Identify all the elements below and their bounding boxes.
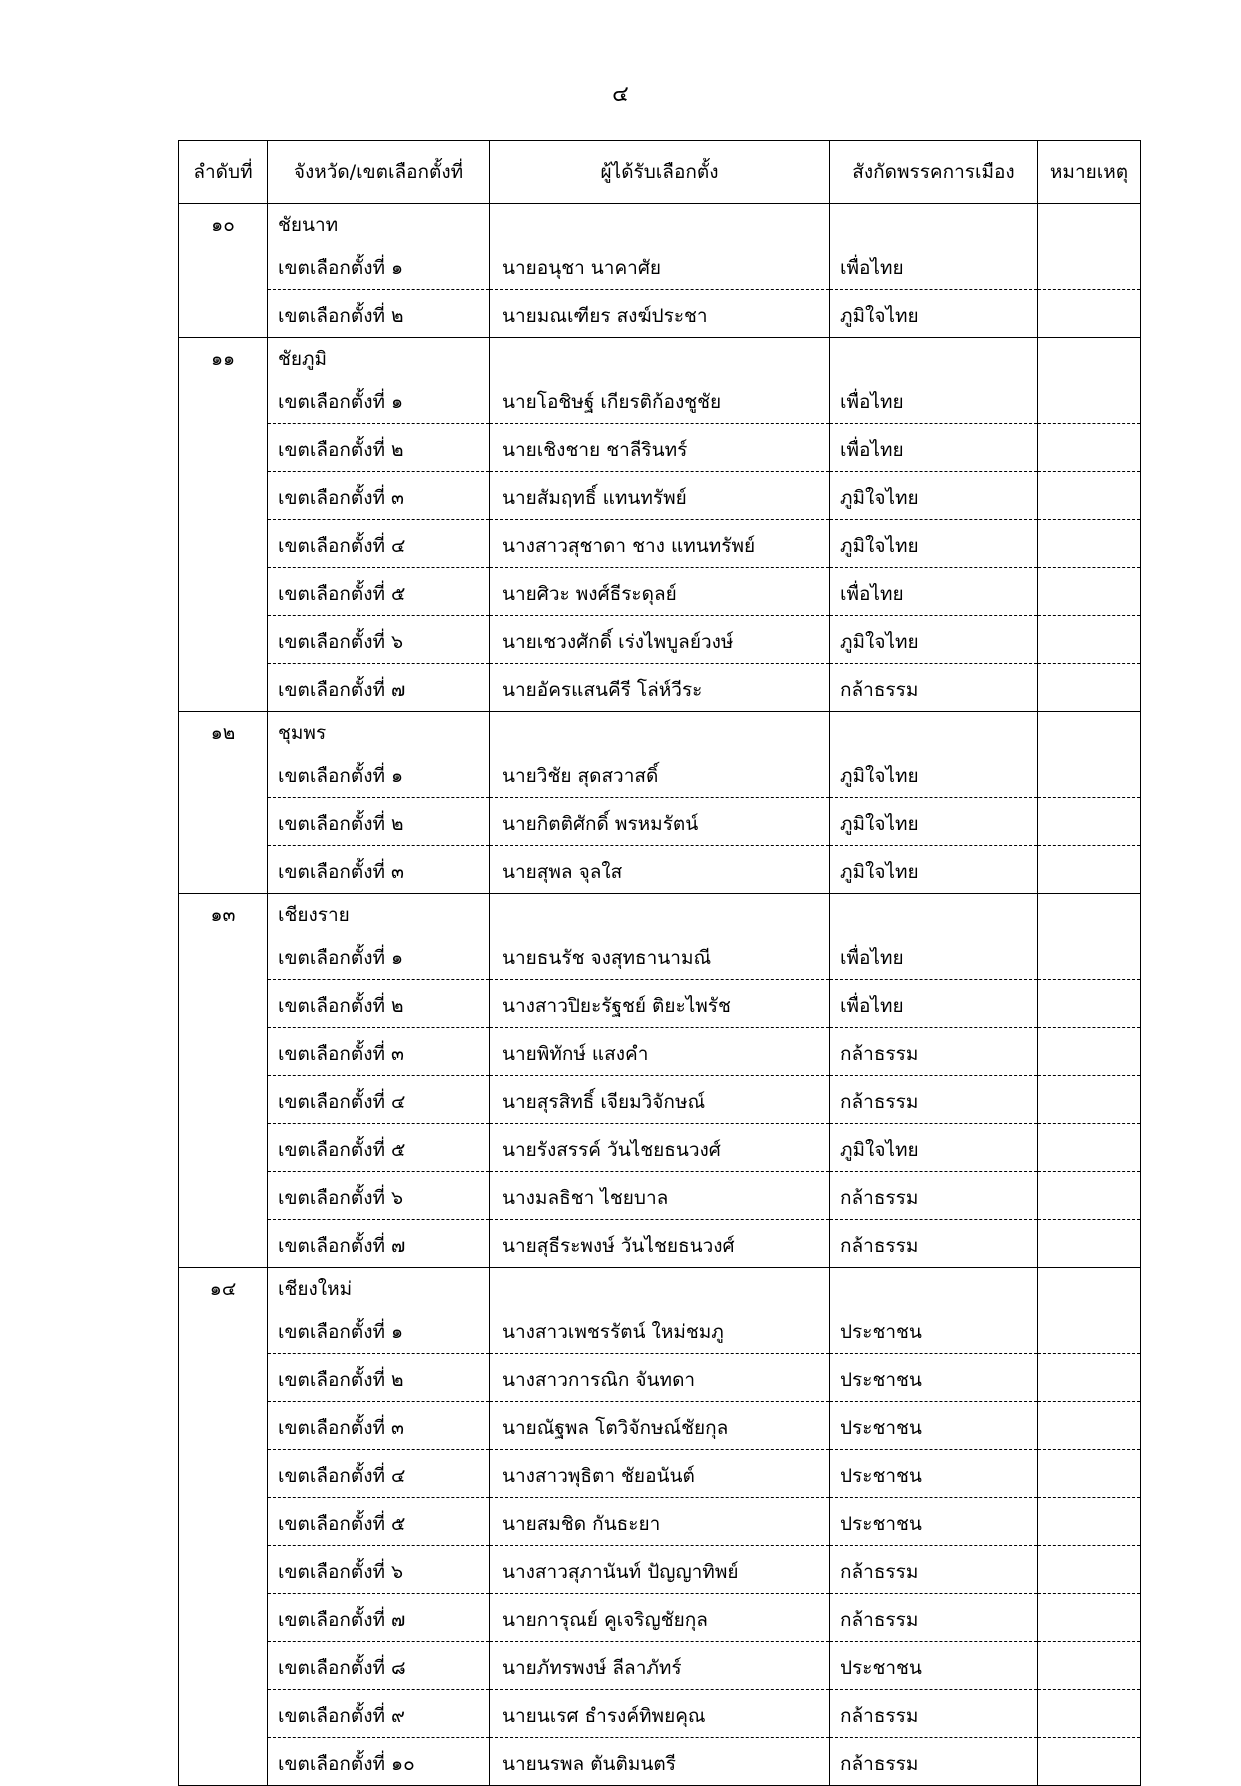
candidate-name: นายโอชิษฐ์ เกียรติก้องชูชัย: [490, 376, 830, 424]
table-row: [179, 1076, 1141, 1124]
province-name: ชัยภูมิ: [268, 338, 490, 377]
order-cell-empty: [179, 1172, 268, 1220]
table-row: [179, 1172, 1141, 1220]
district-label: เขตเลือกตั้งที่ ๕: [268, 568, 490, 616]
party-name: เพื่อไทย: [830, 424, 1038, 472]
province-number: ๑๔: [179, 1268, 268, 1307]
order-cell-empty: [179, 1124, 268, 1172]
header-province-district: จังหวัด/เขตเลือกตั้งที่: [268, 141, 490, 204]
order-cell-empty: [179, 520, 268, 568]
candidate-name: นางสาวพุธิตา ชัยอนันต์: [490, 1450, 830, 1498]
province-row: [179, 894, 1141, 933]
district-label: เขตเลือกตั้งที่ ๖: [268, 1172, 490, 1220]
remark-cell: [1038, 1594, 1141, 1642]
order-cell-empty: [179, 1498, 268, 1546]
remark-cell: [1038, 1220, 1141, 1268]
party-name: ประชาชน: [830, 1642, 1038, 1690]
table-row: [179, 664, 1141, 712]
candidate-name: นายรังสรรค์ วันไชยธนวงศ์: [490, 1124, 830, 1172]
remark-cell: [1038, 750, 1141, 798]
remark-cell: [1038, 980, 1141, 1028]
remark-cell: [1038, 1498, 1141, 1546]
table-row: [179, 1028, 1141, 1076]
candidate-name: นายธนรัช จงสุทธานามณี: [490, 932, 830, 980]
district-label: เขตเลือกตั้งที่ ๑: [268, 1306, 490, 1354]
table-row: [179, 290, 1141, 338]
order-cell-empty: [179, 616, 268, 664]
order-cell-empty: [179, 290, 268, 338]
order-cell-empty: [179, 1642, 268, 1690]
remark-cell: [1038, 242, 1141, 290]
header-party: สังกัดพรรคการเมือง: [830, 141, 1038, 204]
party-name: ประชาชน: [830, 1306, 1038, 1354]
party-name: เพื่อไทย: [830, 568, 1038, 616]
table-row: [179, 242, 1141, 290]
candidate-cell-empty: [490, 338, 830, 377]
remark-cell: [1038, 846, 1141, 894]
candidate-name: นายสุธีระพงษ์ วันไชยธนวงศ์: [490, 1220, 830, 1268]
party-cell-empty: [830, 1268, 1038, 1307]
remark-cell: [1038, 1306, 1141, 1354]
party-name: กล้าธรรม: [830, 1738, 1038, 1786]
province-name: เชียงใหม่: [268, 1268, 490, 1307]
candidate-name: นายอัครแสนคีรี โล่ห์วีระ: [490, 664, 830, 712]
order-cell-empty: [179, 980, 268, 1028]
election-results-table: [178, 140, 1141, 1786]
district-label: เขตเลือกตั้งที่ ๓: [268, 1028, 490, 1076]
candidate-name: นายเชวงศักดิ์ เร่งไพบูลย์วงษ์: [490, 616, 830, 664]
district-label: เขตเลือกตั้งที่ ๓: [268, 1402, 490, 1450]
party-cell-empty: [830, 894, 1038, 933]
table-row: [179, 1738, 1141, 1786]
order-cell-empty: [179, 1738, 268, 1786]
remark-cell: [1038, 1354, 1141, 1402]
candidate-name: นายมณเฑียร สงฆ์ประชา: [490, 290, 830, 338]
remark-cell: [1038, 568, 1141, 616]
remark-cell: [1038, 1268, 1141, 1307]
remark-cell: [1038, 424, 1141, 472]
table-row: [179, 472, 1141, 520]
district-label: เขตเลือกตั้งที่ ๒: [268, 424, 490, 472]
order-cell-empty: [179, 242, 268, 290]
district-label: เขตเลือกตั้งที่ ๗: [268, 1220, 490, 1268]
district-label: เขตเลือกตั้งที่ ๙: [268, 1690, 490, 1738]
district-label: เขตเลือกตั้งที่ ๓: [268, 846, 490, 894]
province-group: [179, 894, 1141, 1268]
party-name: ประชาชน: [830, 1402, 1038, 1450]
remark-cell: [1038, 1690, 1141, 1738]
district-label: เขตเลือกตั้งที่ ๖: [268, 616, 490, 664]
district-label: เขตเลือกตั้งที่ ๒: [268, 290, 490, 338]
district-label: เขตเลือกตั้งที่ ๒: [268, 980, 490, 1028]
party-name: กล้าธรรม: [830, 1028, 1038, 1076]
province-row: [179, 338, 1141, 377]
table-row: [179, 1306, 1141, 1354]
party-name: ประชาชน: [830, 1498, 1038, 1546]
remark-cell: [1038, 932, 1141, 980]
party-name: ภูมิใจไทย: [830, 798, 1038, 846]
remark-cell: [1038, 338, 1141, 377]
table-row: [179, 1546, 1141, 1594]
remark-cell: [1038, 616, 1141, 664]
party-name: ภูมิใจไทย: [830, 290, 1038, 338]
header-row: [179, 141, 1141, 204]
order-cell-empty: [179, 424, 268, 472]
table-row: [179, 1402, 1141, 1450]
table-row: [179, 1642, 1141, 1690]
order-cell-empty: [179, 1546, 268, 1594]
table-row: [179, 1498, 1141, 1546]
province-name: เชียงราย: [268, 894, 490, 933]
remark-cell: [1038, 1402, 1141, 1450]
remark-cell: [1038, 204, 1141, 243]
province-row: [179, 712, 1141, 751]
province-number: ๑๒: [179, 712, 268, 751]
candidate-cell-empty: [490, 712, 830, 751]
order-cell-empty: [179, 1354, 268, 1402]
party-name: กล้าธรรม: [830, 1546, 1038, 1594]
remark-cell: [1038, 1124, 1141, 1172]
district-label: เขตเลือกตั้งที่ ๔: [268, 520, 490, 568]
party-name: ภูมิใจไทย: [830, 846, 1038, 894]
header-remarks: หมายเหตุ: [1038, 141, 1141, 204]
candidate-cell-empty: [490, 1268, 830, 1307]
party-name: กล้าธรรม: [830, 1076, 1038, 1124]
remark-cell: [1038, 376, 1141, 424]
province-number: ๑๑: [179, 338, 268, 377]
table-row: [179, 424, 1141, 472]
district-label: เขตเลือกตั้งที่ ๑: [268, 242, 490, 290]
district-label: เขตเลือกตั้งที่ ๔: [268, 1450, 490, 1498]
party-name: กล้าธรรม: [830, 1220, 1038, 1268]
candidate-name: นางสาวการณิก จันทดา: [490, 1354, 830, 1402]
district-label: เขตเลือกตั้งที่ ๑: [268, 750, 490, 798]
order-cell-empty: [179, 1076, 268, 1124]
province-name: ชุมพร: [268, 712, 490, 751]
party-name: กล้าธรรม: [830, 1172, 1038, 1220]
candidate-name: นางสาวปิยะรัฐชย์ ติยะไพรัช: [490, 980, 830, 1028]
table-row: [179, 798, 1141, 846]
order-cell-empty: [179, 846, 268, 894]
district-label: เขตเลือกตั้งที่ ๑: [268, 932, 490, 980]
candidate-name: นางสาวเพชรรัตน์ ใหม่ชมภู: [490, 1306, 830, 1354]
order-cell-empty: [179, 750, 268, 798]
remark-cell: [1038, 798, 1141, 846]
order-cell-empty: [179, 1402, 268, 1450]
order-cell-empty: [179, 472, 268, 520]
party-name: กล้าธรรม: [830, 1594, 1038, 1642]
table-row: [179, 846, 1141, 894]
remark-cell: [1038, 290, 1141, 338]
party-name: ประชาชน: [830, 1354, 1038, 1402]
candidate-name: นายศิวะ พงศ์ธีระดุลย์: [490, 568, 830, 616]
province-name: ชัยนาท: [268, 204, 490, 243]
candidate-name: นายสัมฤทธิ์ แทนทรัพย์: [490, 472, 830, 520]
province-group: [179, 712, 1141, 894]
candidate-name: นายภัทรพงษ์ ลีลาภัทร์: [490, 1642, 830, 1690]
table-row: [179, 932, 1141, 980]
party-name: ภูมิใจไทย: [830, 750, 1038, 798]
district-label: เขตเลือกตั้งที่ ๕: [268, 1498, 490, 1546]
candidate-name: นายพิทักษ์ แสงคำ: [490, 1028, 830, 1076]
party-name: ภูมิใจไทย: [830, 1124, 1038, 1172]
remark-cell: [1038, 894, 1141, 933]
district-label: เขตเลือกตั้งที่ ๕: [268, 1124, 490, 1172]
party-name: เพื่อไทย: [830, 376, 1038, 424]
candidate-name: นายนรพล ตันติมนตรี: [490, 1738, 830, 1786]
remark-cell: [1038, 664, 1141, 712]
party-name: ภูมิใจไทย: [830, 616, 1038, 664]
candidate-name: นายนเรศ ธำรงค์ทิพยคุณ: [490, 1690, 830, 1738]
header-elected-candidate: ผู้ได้รับเลือกตั้ง: [490, 141, 830, 204]
party-cell-empty: [830, 204, 1038, 243]
order-cell-empty: [179, 1594, 268, 1642]
table-row: [179, 1354, 1141, 1402]
candidate-name: นายณัฐพล โตวิจักษณ์ชัยกุล: [490, 1402, 830, 1450]
district-label: เขตเลือกตั้งที่ ๖: [268, 1546, 490, 1594]
remark-cell: [1038, 520, 1141, 568]
order-cell-empty: [179, 1306, 268, 1354]
party-name: ภูมิใจไทย: [830, 472, 1038, 520]
remark-cell: [1038, 1546, 1141, 1594]
order-cell-empty: [179, 664, 268, 712]
table-row: [179, 376, 1141, 424]
candidate-name: นางสาวสุภานันท์ ปัญญาทิพย์: [490, 1546, 830, 1594]
remark-cell: [1038, 712, 1141, 751]
party-name: ภูมิใจไทย: [830, 520, 1038, 568]
district-label: เขตเลือกตั้งที่ ๑: [268, 376, 490, 424]
remark-cell: [1038, 1642, 1141, 1690]
party-name: ประชาชน: [830, 1450, 1038, 1498]
candidate-cell-empty: [490, 204, 830, 243]
province-number: ๑๐: [179, 204, 268, 243]
candidate-name: นายสุรสิทธิ์ เจียมวิจักษณ์: [490, 1076, 830, 1124]
table-row: [179, 980, 1141, 1028]
table-row: [179, 1450, 1141, 1498]
province-row: [179, 1268, 1141, 1307]
order-cell-empty: [179, 1450, 268, 1498]
table-row: [179, 568, 1141, 616]
order-cell-empty: [179, 1220, 268, 1268]
province-number: ๑๓: [179, 894, 268, 933]
party-name: กล้าธรรม: [830, 664, 1038, 712]
table-row: [179, 616, 1141, 664]
candidate-name: นายสมชิด กันธะยา: [490, 1498, 830, 1546]
table-row: [179, 1690, 1141, 1738]
table-row: [179, 1220, 1141, 1268]
district-label: เขตเลือกตั้งที่ ๒: [268, 1354, 490, 1402]
candidate-name: นายการุณย์ คูเจริญชัยกุล: [490, 1594, 830, 1642]
table-row: [179, 1594, 1141, 1642]
candidate-name: นายวิชัย สุดสวาสดิ์: [490, 750, 830, 798]
remark-cell: [1038, 1450, 1141, 1498]
table-row: [179, 1124, 1141, 1172]
candidate-name: นายเชิงชาย ชาลีรินทร์: [490, 424, 830, 472]
province-group: [179, 204, 1141, 338]
party-name: เพื่อไทย: [830, 242, 1038, 290]
party-cell-empty: [830, 712, 1038, 751]
candidate-name: นายสุพล จุลใส: [490, 846, 830, 894]
remark-cell: [1038, 1738, 1141, 1786]
candidate-name: นายกิตติศักดิ์ พรหมรัตน์: [490, 798, 830, 846]
remark-cell: [1038, 1076, 1141, 1124]
remark-cell: [1038, 1172, 1141, 1220]
header-order: ลำดับที่: [179, 141, 268, 204]
province-group: [179, 338, 1141, 712]
candidate-name: นางสาวสุชาดา ชาง แทนทรัพย์: [490, 520, 830, 568]
candidate-name: นายอนุชา นาคาศัย: [490, 242, 830, 290]
district-label: เขตเลือกตั้งที่ ๔: [268, 1076, 490, 1124]
table-row: [179, 520, 1141, 568]
order-cell-empty: [179, 932, 268, 980]
remark-cell: [1038, 1028, 1141, 1076]
order-cell-empty: [179, 1690, 268, 1738]
party-name: กล้าธรรม: [830, 1690, 1038, 1738]
party-name: เพื่อไทย: [830, 932, 1038, 980]
district-label: เขตเลือกตั้งที่ ๘: [268, 1642, 490, 1690]
order-cell-empty: [179, 568, 268, 616]
party-name: เพื่อไทย: [830, 980, 1038, 1028]
table-row: [179, 750, 1141, 798]
district-label: เขตเลือกตั้งที่ ๓: [268, 472, 490, 520]
party-cell-empty: [830, 338, 1038, 377]
table-header: [179, 141, 1141, 204]
province-group: [179, 1268, 1141, 1786]
district-label: เขตเลือกตั้งที่ ๒: [268, 798, 490, 846]
remark-cell: [1038, 472, 1141, 520]
order-cell-empty: [179, 1028, 268, 1076]
district-label: เขตเลือกตั้งที่ ๑๐: [268, 1738, 490, 1786]
page-number: ๔: [612, 82, 629, 107]
district-label: เขตเลือกตั้งที่ ๗: [268, 664, 490, 712]
order-cell-empty: [179, 798, 268, 846]
candidate-name: นางมลธิชา ไชยบาล: [490, 1172, 830, 1220]
district-label: เขตเลือกตั้งที่ ๗: [268, 1594, 490, 1642]
candidate-cell-empty: [490, 894, 830, 933]
province-row: [179, 204, 1141, 243]
order-cell-empty: [179, 376, 268, 424]
